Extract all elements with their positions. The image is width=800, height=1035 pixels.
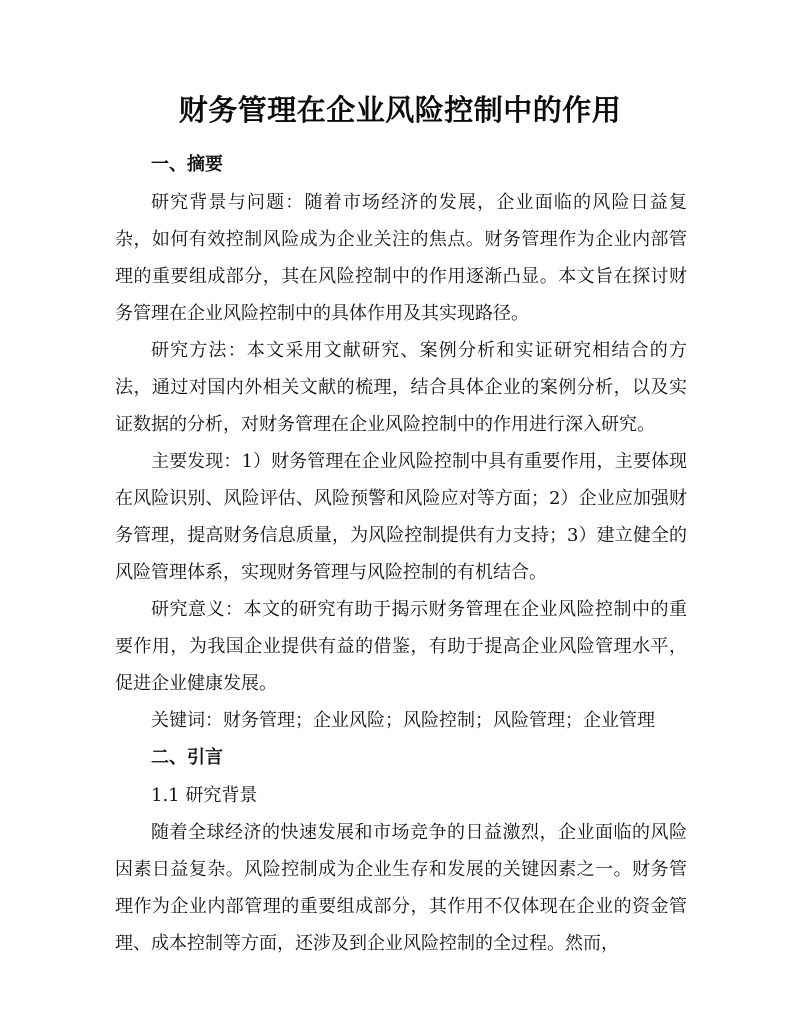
subsection-heading-research-background: 1.1 研究背景 (151, 785, 258, 806)
section-heading-introduction: 二、引言 (151, 747, 223, 768)
abstract-methods-paragraph: 研究方法：本文采用文献研究、案例分析和实证研究相结合的方法，通过对国内外相关文献的梳理，结合具体企业的案例分析，以及实证数据的分析，对财务管理在企业风险控制中的作用进行深入研究。 (115, 340, 687, 435)
document-body (115, 146, 687, 962)
introduction-background-paragraph: 随着全球经济的快速发展和市场竞争的日益激烈，企业面临的风险因素日益复杂。风险控制成为企业生存和发展的关键因素之一。财务管理作为企业内部管理的重要组成部分，其作用不仅体现在企业的资金管理、成本控制等方面，还涉及到企业风险控制的全过程。然而， (115, 822, 687, 954)
document-title: 财务管理在企业风险控制中的作用 (178, 93, 622, 127)
section-heading-abstract: 一、摘要 (151, 154, 223, 175)
abstract-significance-paragraph: 研究意义：本文的研究有助于揭示财务管理在企业风险控制中的重要作用，为我国企业提供有益的借鉴，有助于提高企业风险管理水平，促进企业健康发展。 (115, 599, 687, 694)
abstract-findings-paragraph: 主要发现：1）财务管理在企业风险控制中具有重要作用，主要体现在风险识别、风险评估、风险预警和风险应对等方面；2）企业应加强财务管理，提高财务信息质量，为风险控制提供有力支持；3）建立健全的风险管理体系，实现财务管理与风险控制的有机结合。 (115, 451, 687, 583)
keywords-line: 关键词：财务管理；企业风险；风险控制；风险管理；企业管理 (151, 710, 655, 731)
abstract-background-paragraph: 研究背景与问题：随着市场经济的发展，企业面临的风险日益复杂，如何有效控制风险成为企业关注的焦点。财务管理作为企业内部管理的重要组成部分，其在风险控制中的作用逐渐凸显。本文旨在探讨财务管理在企业风险控制中的具体作用及其实现路径。 (115, 192, 687, 324)
